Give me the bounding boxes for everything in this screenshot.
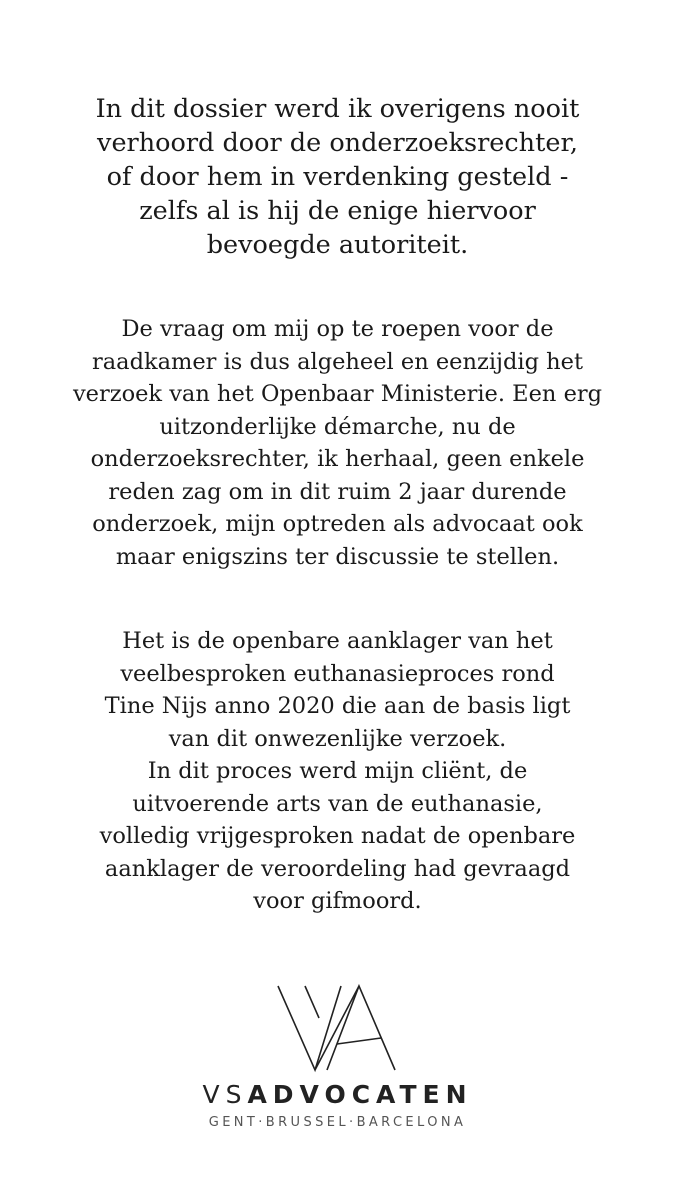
vsa-monogram-icon [275, 978, 400, 1078]
paragraph-1-line: zelfs al is hij de enige hiervoor [139, 196, 536, 226]
paragraph-2-line: maar enigszins ter discussie te stellen. [115, 543, 560, 570]
paragraph-1-line: bevoegde autoriteit. [206, 230, 469, 260]
paragraph-3-line: aanklager de veroordeling had gevraagd [104, 855, 571, 882]
paragraph-3-line: Tine Nijs anno 2020 die aan de basis ligt [104, 693, 571, 719]
brand-name-suffix: ADVOCATEN [247, 1080, 473, 1109]
paragraph-2-line: onderzoeksrechter, ik herhaal, geen enkele [90, 446, 585, 472]
paragraph-2-line: De vraag om mij op te roepen voor de [121, 316, 554, 342]
paragraph-2-line: uitzonderlijke démarche, nu de [159, 413, 516, 440]
paragraph-3-line: van dit onwezenlijke verzoek. [168, 725, 507, 752]
brand-name [0, 1080, 675, 1109]
paragraph-2-line: onderzoek, mijn optreden als advocaat ook [92, 511, 583, 537]
brand-cities: GENT·BRUSSEL·BARCELONA [208, 1115, 467, 1130]
paragraph-3 [30, 625, 645, 918]
paragraph-2-line: raadkamer is dus algeheel en eenzijdig het [92, 348, 583, 375]
paragraph-1 [30, 92, 645, 262]
paragraph-1-line: verhoord door de onderzoeksrechter, [97, 128, 578, 158]
paragraph-1-line: In dit dossier werd ik overigens nooit [95, 94, 580, 124]
paragraph-2-line: verzoek van het Openbaar Ministerie. Een erg [72, 381, 603, 407]
paragraph-1-line: of door hem in verdenking gesteld - [106, 162, 569, 192]
paragraph-2 [30, 313, 645, 573]
paragraph-2-line: reden zag om in dit ruim 2 jaar durende [108, 478, 567, 505]
paragraph-3-line: voor gifmoord. [253, 888, 422, 914]
paragraph-3-line: uitvoerende arts van de euthanasie, [132, 790, 543, 817]
paragraph-3-line: volledig vrijgesproken nadat de openbare [99, 823, 576, 849]
paragraph-3-line: Het is de openbare aanklager van het [122, 628, 553, 654]
brand-name-prefix: VS [202, 1080, 248, 1109]
paragraph-3-line: In dit proces werd mijn cliënt, de [147, 758, 528, 784]
paragraph-3-line: veelbesproken euthanasieproces rond [120, 660, 555, 687]
